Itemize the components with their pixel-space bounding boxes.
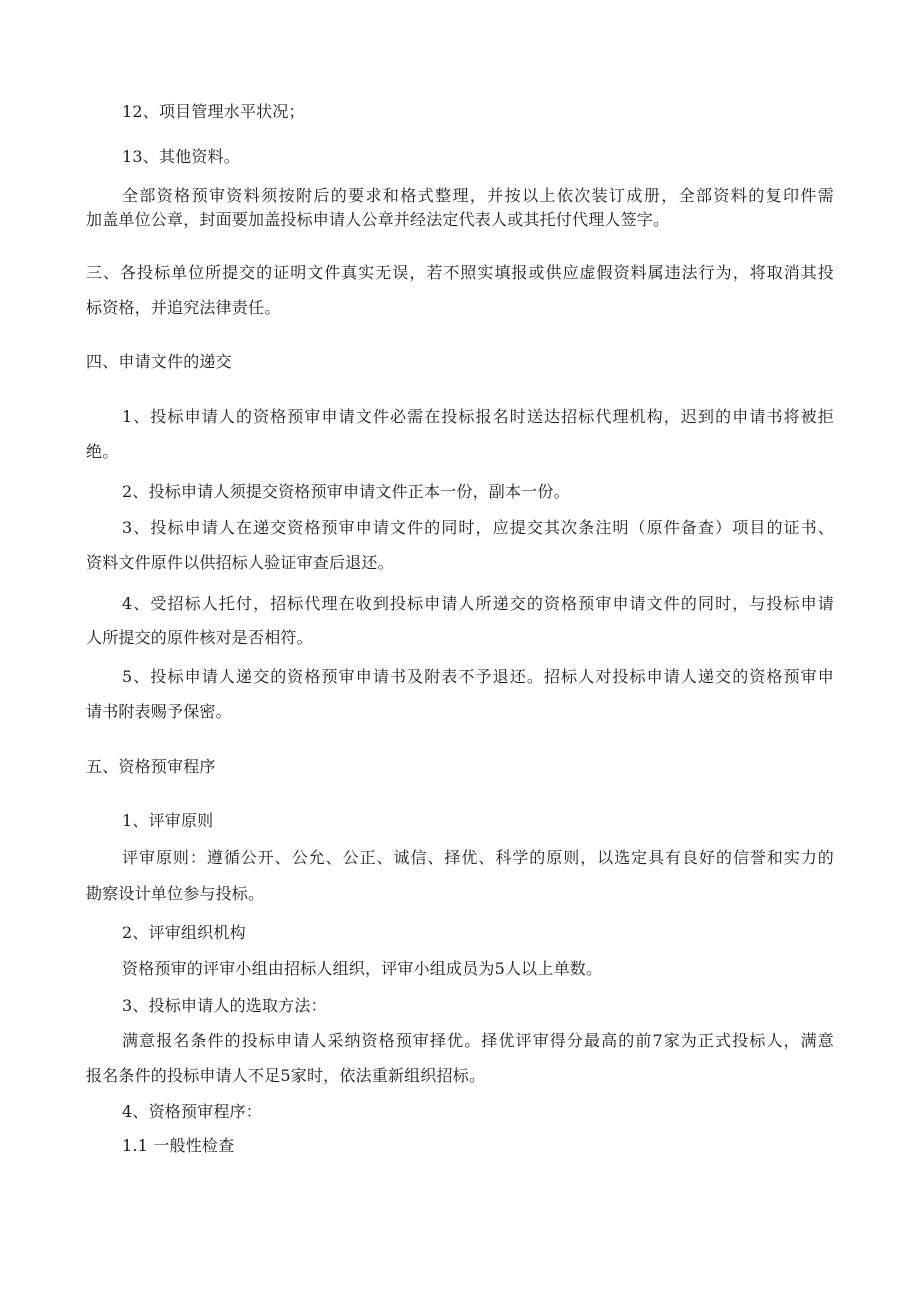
section-heading-4: 四、申请文件的递交 (86, 352, 232, 371)
paragraph-line: 标资格，并追究法律责任。 (86, 298, 281, 317)
list-item: 3、投标申请人在递交资格预审申请文件的同时，应提交其次条注明（原件备查）项目的证书、 (122, 518, 834, 537)
list-item: 4、受招标人托付，招标代理在收到投标申请人所递交的资格预审申请文件的同时，与投标申请 (122, 594, 834, 613)
subheading: 2、评审组织机构 (122, 923, 246, 942)
paragraph-line: 资格预审的评审小组由招标人组织，评审小组成员为5人以上单数。 (122, 959, 603, 978)
paragraph-line: 绝。 (86, 442, 119, 461)
paragraph-line: 评审原则：遵循公开、公允、公正、诚信、择优、科学的原则，以选定具有良好的信誉和实力的 (122, 848, 834, 867)
subheading: 4、资格预审程序： (122, 1102, 262, 1121)
list-item: 2、投标申请人须提交资格预审申请文件正本一份，副本一份。 (122, 482, 570, 501)
list-item: 1、投标申请人的资格预审申请文件必需在投标报名时送达招标代理机构，迟到的申请书将被拒 (122, 407, 834, 426)
subheading: 1、评审原则 (122, 811, 214, 830)
subheading: 3、投标申请人的选取方法： (122, 996, 327, 1015)
list-item-12: 12、项目管理水平状况； (122, 102, 305, 121)
paragraph-line: 人所提交的原件核对是否相符。 (86, 628, 313, 647)
paragraph-line: 满意报名条件的投标申请人采纳资格预审择优。择优评审得分最高的前7家为正式投标人，满意 (122, 1031, 834, 1050)
subheading: 1.1 一般性检查 (122, 1136, 235, 1155)
paragraph-line: 资料文件原件以供招标人验证审查后退还。 (86, 553, 394, 572)
list-item-13: 13、其他资料。 (122, 147, 240, 166)
section-heading-5: 五、资格预审程序 (86, 757, 216, 776)
paragraph-line: 勘察设计单位参与投标。 (86, 884, 265, 903)
paragraph-line: 报名条件的投标申请人不足5家时，依法重新组织招标。 (86, 1066, 486, 1085)
paragraph-line: 请书附表赐予保密。 (86, 702, 232, 721)
paragraph-line: 全部资格预审资料须按附后的要求和格式整理，并按以上依次装订成册，全部资料的复印件需 (122, 186, 834, 205)
list-item: 5、投标申请人递交的资格预审申请书及附表不予退还。招标人对投标申请人递交的资格预审申 (122, 667, 834, 686)
section-heading-3: 三、各投标单位所提交的证明文件真实无误，若不照实填报或供应虚假资料属违法行为，将取消其投 (86, 263, 834, 282)
paragraph-line: 加盖单位公章，封面要加盖投标申请人公章并经法定代表人或其托付代理人签字。 (86, 210, 670, 229)
